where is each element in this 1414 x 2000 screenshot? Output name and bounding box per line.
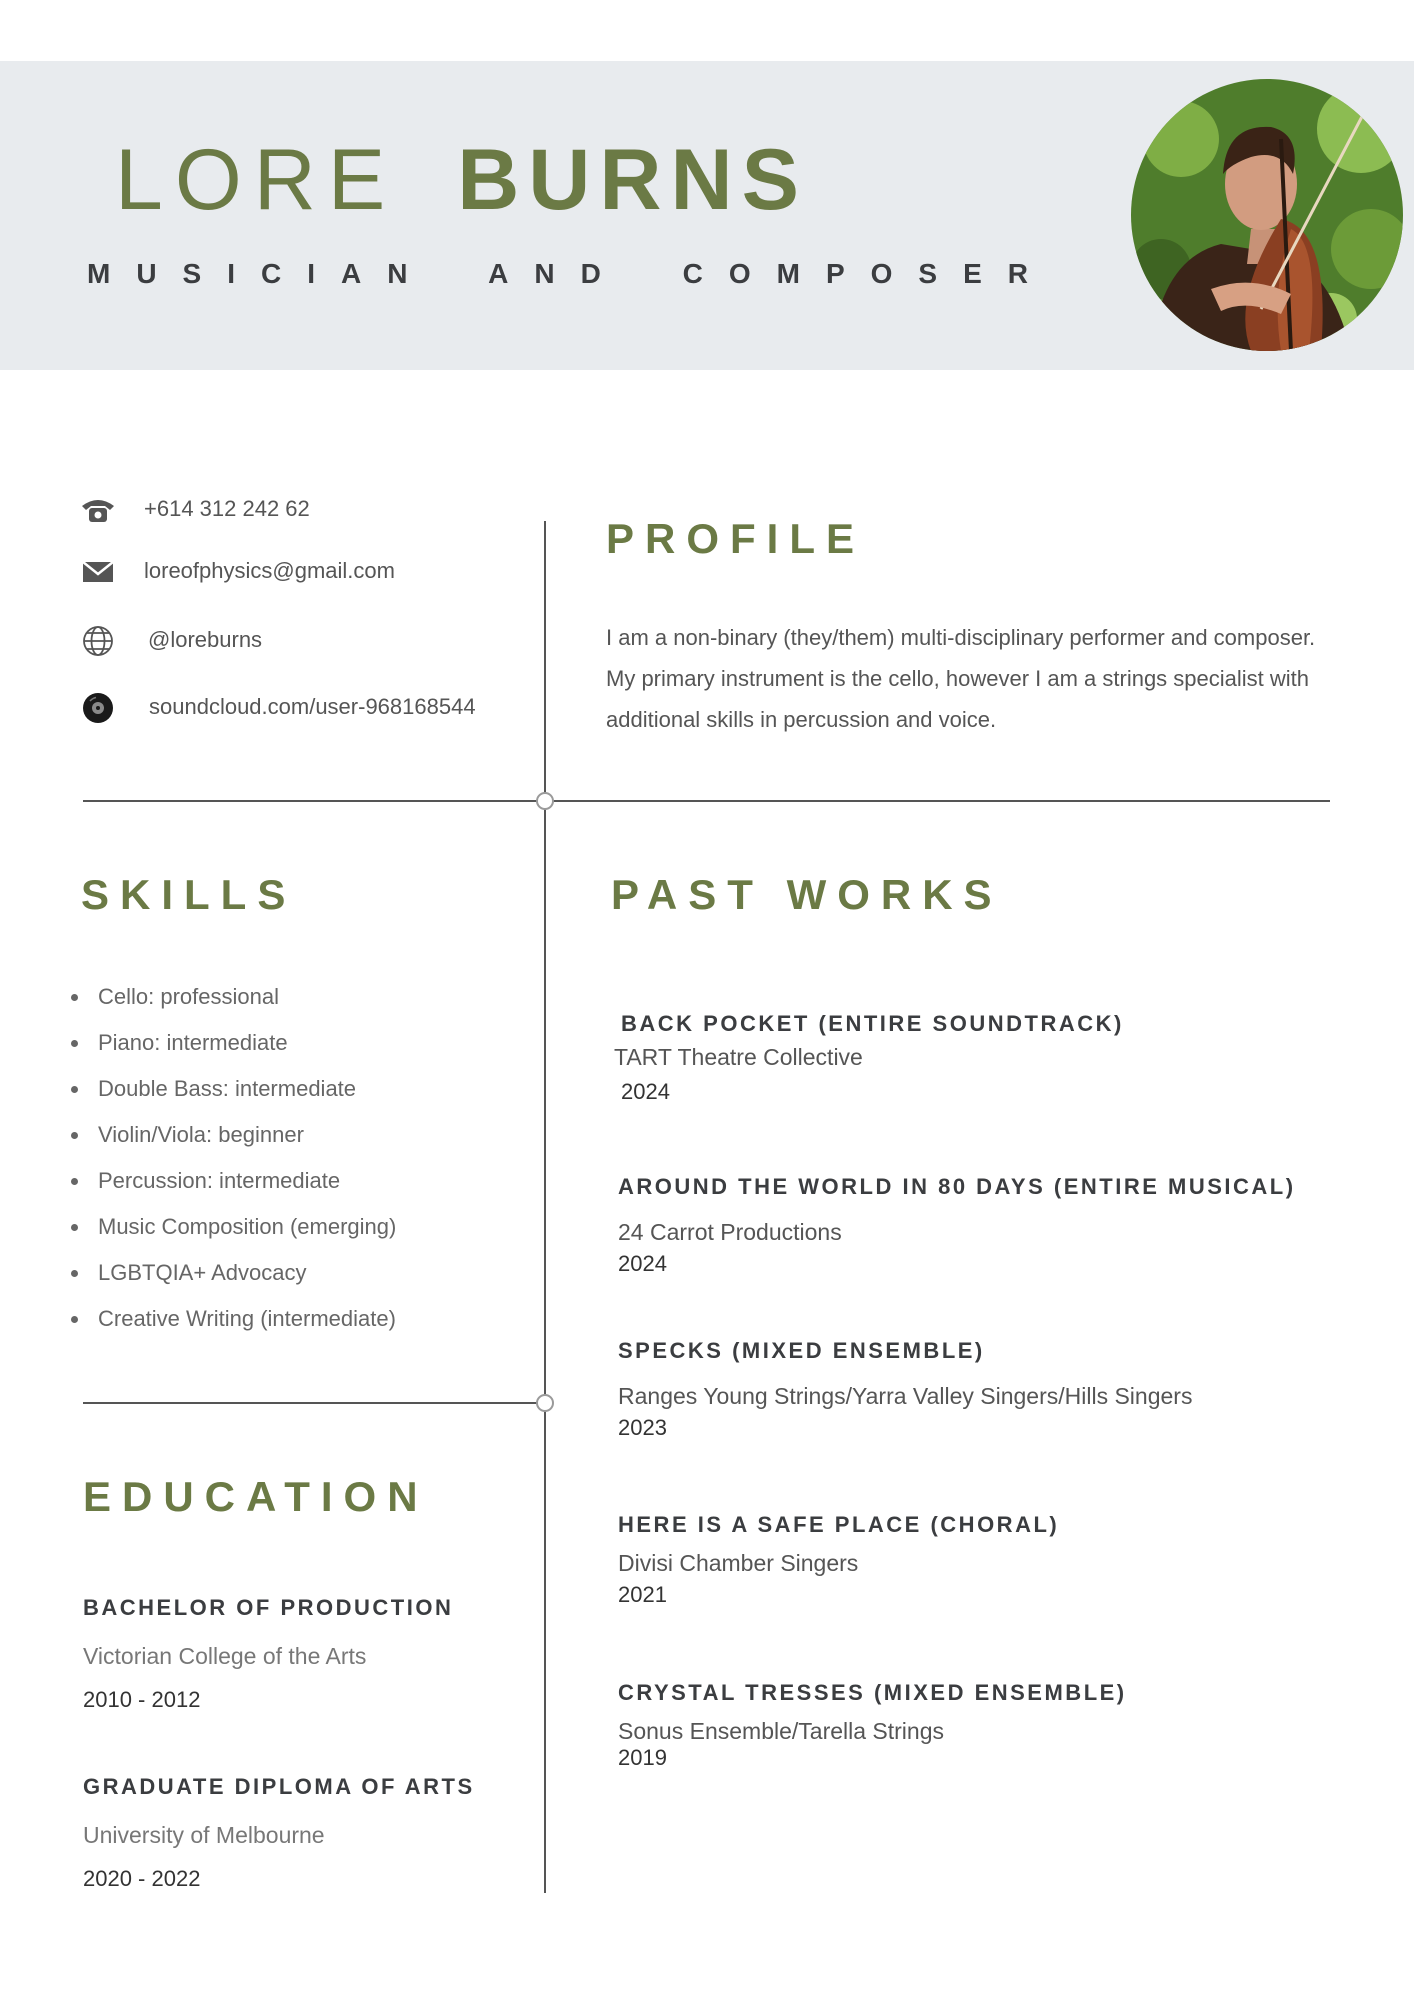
contact-email[interactable] xyxy=(78,552,518,592)
divider-skills-education xyxy=(83,1402,545,1404)
phone-icon xyxy=(78,494,118,526)
contact-soundcloud[interactable] xyxy=(78,688,518,728)
education-years: 2010 - 2012 xyxy=(83,1687,201,1712)
work-organization: 24 Carrot Productions xyxy=(618,1219,842,1245)
work-title: AROUND THE WORLD IN 80 DAYS (ENTIRE MUSICAL) xyxy=(618,1174,1296,1199)
work-title: CRYSTAL TRESSES (MIXED ENSEMBLE) xyxy=(618,1680,1127,1705)
job-subtitle: MUSICIAN AND COMPOSER xyxy=(87,258,1054,289)
profile-photo xyxy=(1131,79,1403,351)
education-years: 2020 - 2022 xyxy=(83,1866,201,1891)
school-name: University of Melbourne xyxy=(83,1822,325,1848)
social-handle: @loreburns xyxy=(148,627,263,652)
education-heading: EDUCATION xyxy=(83,1473,429,1520)
vertical-divider xyxy=(544,521,546,1893)
email-icon xyxy=(78,556,118,588)
work-year: 2024 xyxy=(618,1251,667,1276)
work-title: HERE IS A SAFE PLACE (CHORAL) xyxy=(618,1512,1060,1537)
phone-number: +614 312 242 62 xyxy=(144,496,310,521)
name-heading xyxy=(115,130,808,230)
divider-top xyxy=(83,800,1330,802)
skill-item: Creative Writing (intermediate) xyxy=(67,1296,396,1342)
degree-title: GRADUATE DIPLOMA OF ARTS xyxy=(83,1774,475,1799)
skill-item: Music Composition (emerging) xyxy=(67,1204,396,1250)
profile-text: I am a non-binary (they/them) multi-disciplinary performer and composer. My primary instrument is the cello, however I am a strings specialist with additional skills in percussion and voice. xyxy=(606,625,1316,732)
work-year: 2024 xyxy=(621,1079,670,1104)
globe-icon xyxy=(78,625,118,657)
work-organization: TART Theatre Collective xyxy=(614,1044,863,1070)
email-address: loreofphysics@gmail.com xyxy=(144,558,395,583)
education-entry xyxy=(83,1595,523,1712)
work-title: SPECKS (MIXED ENSEMBLE) xyxy=(618,1338,985,1363)
skills-heading: SKILLS xyxy=(81,871,297,918)
divider-node-top xyxy=(536,792,554,810)
education-entry xyxy=(83,1774,523,1891)
past-works-heading: PAST WORKS xyxy=(611,871,1003,918)
skill-item: Double Bass: intermediate xyxy=(67,1066,396,1112)
work-organization: Ranges Young Strings/Yarra Valley Singers/Hills Singers xyxy=(618,1383,1193,1409)
soundcloud-url: soundcloud.com/user-968168544 xyxy=(149,694,476,719)
work-year: 2019 xyxy=(618,1745,667,1770)
profile-heading: PROFILE xyxy=(606,515,866,562)
skill-item: LGBTQIA+ Advocacy xyxy=(67,1250,396,1296)
divider-node-bottom xyxy=(536,1394,554,1412)
work-year: 2023 xyxy=(618,1415,667,1440)
work-organization: Divisi Chamber Singers xyxy=(618,1550,859,1576)
last-name: BURNS xyxy=(457,132,808,228)
skill-item: Piano: intermediate xyxy=(67,1020,396,1066)
work-title: BACK POCKET (ENTIRE SOUNDTRACK) xyxy=(621,1011,1124,1036)
school-name: Victorian College of the Arts xyxy=(83,1643,367,1669)
degree-title: BACHELOR OF PRODUCTION xyxy=(83,1595,454,1620)
skill-item: Percussion: intermediate xyxy=(67,1158,396,1204)
skills-list xyxy=(67,974,396,1342)
skill-item: Violin/Viola: beginner xyxy=(67,1112,396,1158)
contact-social[interactable] xyxy=(78,621,518,661)
vinyl-record-icon xyxy=(78,692,118,724)
work-year: 2021 xyxy=(618,1582,667,1607)
skill-item: Cello: professional xyxy=(67,974,396,1020)
contact-phone[interactable] xyxy=(78,490,518,530)
first-name: LORE xyxy=(115,132,398,228)
work-organization: Sonus Ensemble/Tarella Strings xyxy=(618,1718,944,1744)
